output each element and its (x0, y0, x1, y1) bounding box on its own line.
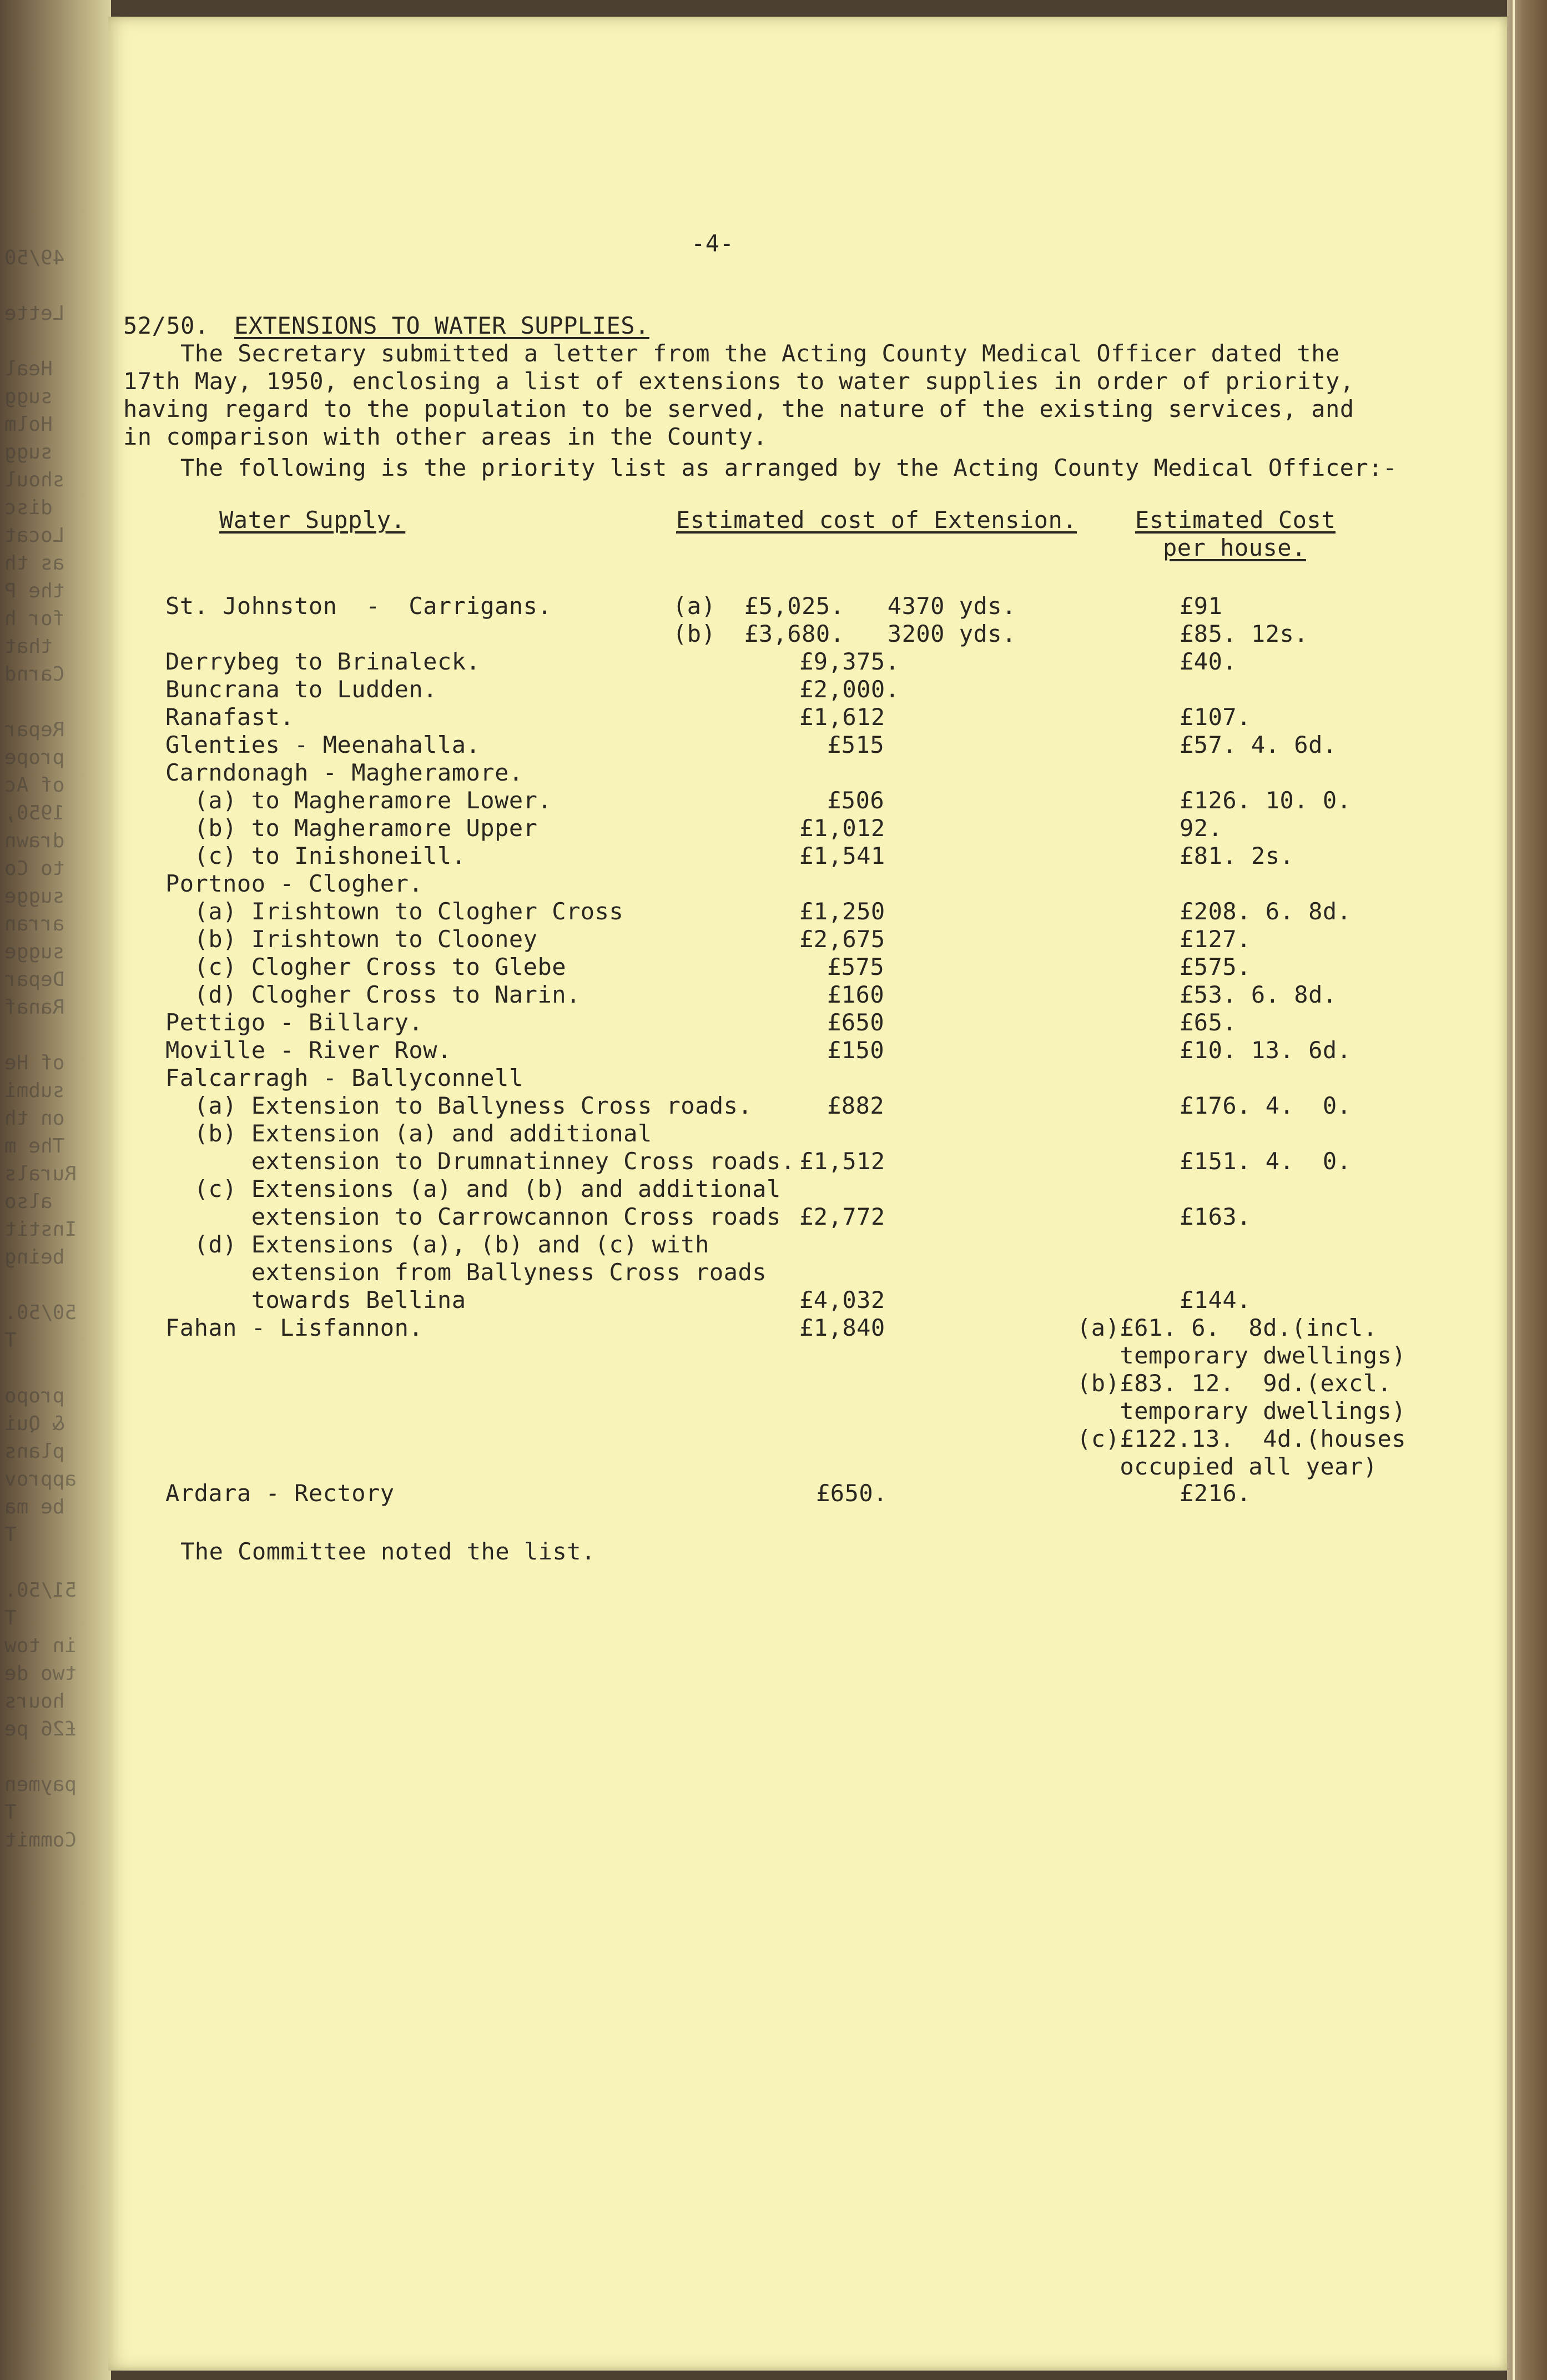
cost-per-house-cell: £10. 13. 6d. (1180, 1036, 1352, 1064)
book-page-edges-right (1507, 0, 1547, 2380)
cost-per-house-cell: (c)£122.13. 4d.(houses (1077, 1425, 1407, 1452)
cost-per-house-cell: £107. (1180, 703, 1251, 731)
bleed-through-line: £26 pe (4, 1718, 77, 1740)
bleed-through-line: & Qui (4, 1412, 65, 1435)
bleed-through-line: Heal (4, 358, 53, 380)
bleed-through-line: T (4, 1801, 17, 1824)
bleed-through-line: approv (4, 1468, 77, 1491)
cost-per-house-cell: £85. 12s. (1180, 620, 1309, 647)
cost-per-house-cell: £151. 4. 0. (1180, 1148, 1352, 1175)
water-supply-cell: (d) Extensions (a), (b) and (c) with (165, 1231, 709, 1258)
bleed-through-line: T (4, 1607, 17, 1629)
water-supply-cell: (a) Extension to Ballyness Cross roads. (165, 1092, 753, 1119)
estimated-cost-cell: £2,772 (799, 1203, 885, 1230)
estimated-cost-cell: £882 (827, 1092, 885, 1119)
bleed-through-line: be ma (4, 1496, 65, 1518)
estimated-cost-cell: £506 (827, 787, 885, 814)
column-header-water-supply: Water Supply. (219, 506, 406, 534)
estimated-cost-cell: (b) £3,680. 3200 yds. (673, 620, 1016, 647)
water-supply-cell: Falcarragh - Ballyconnell (165, 1064, 523, 1091)
estimated-cost-cell: £515 (827, 731, 885, 758)
bleed-through-line: 51/50. (4, 1579, 77, 1602)
bleed-through-line: Holm (4, 413, 53, 436)
water-supply-cell: Carndonagh - Magheramore. (165, 759, 523, 786)
bleed-through-line: also (4, 1190, 53, 1213)
water-supply-cell: extension to Drumnatinney Cross roads. (165, 1148, 795, 1175)
bleed-through-line: that (4, 635, 53, 658)
estimated-cost-cell: £1,840 (799, 1314, 885, 1341)
estimated-cost-cell: £650. (816, 1480, 888, 1507)
estimated-cost-cell: £1,541 (799, 842, 885, 869)
paragraph-line: having regard to the population to be served, the nature of the existing services, and (123, 395, 1354, 422)
water-supply-cell: (b) to Magheramore Upper (165, 814, 538, 842)
cost-per-house-cell: (a)£61. 6. 8d.(incl. (1077, 1314, 1378, 1341)
bleed-through-line: the P (4, 580, 65, 602)
cost-per-house-cell: temporary dwellings) (1077, 1397, 1407, 1425)
cost-per-house-cell: £53. 6. 8d. (1180, 981, 1337, 1008)
column-header-cost-per-house: Estimated Cost (1135, 506, 1336, 534)
cost-per-house-cell: £208. 6. 8d. (1180, 898, 1352, 925)
bleed-through-line: plans (4, 1440, 65, 1463)
estimated-cost-cell: £1,012 (799, 814, 885, 842)
bleed-through-line: The m (4, 1135, 65, 1158)
bleed-through-line: 49/50 (4, 246, 65, 269)
water-supply-cell: (d) Clogher Cross to Narin. (165, 981, 581, 1008)
cost-per-house-cell: £163. (1180, 1203, 1251, 1230)
bleed-through-line: Depar (4, 968, 65, 991)
bleed-through-line: sugg (4, 441, 53, 464)
water-supply-cell: Moville - River Row. (165, 1036, 452, 1064)
bleed-through-line: Ranaf (4, 996, 65, 1019)
water-supply-cell: towards Bellina (165, 1286, 466, 1314)
paragraph-line: The following is the priority list as arranged by the Acting County Medical Officer:- (180, 454, 1397, 481)
page-number: -4- (691, 230, 734, 257)
cost-per-house-cell: £216. (1180, 1480, 1251, 1507)
bleed-through-line (0, 1355, 111, 1382)
paragraph-line: in comparison with other areas in the County. (123, 423, 768, 450)
cost-per-house-cell: £176. 4. 0. (1180, 1092, 1352, 1119)
bleed-through-line: Commit (4, 1829, 77, 1851)
water-supply-cell: Ardara - Rectory (165, 1480, 395, 1507)
water-supply-cell: Fahan - Lisfannon. (165, 1314, 424, 1341)
estimated-cost-cell: £1,250 (799, 898, 885, 925)
bleed-through-line: Carnd (4, 663, 65, 686)
bleed-through-line: Repar (4, 718, 65, 741)
bleed-through-line: drawn (4, 829, 65, 852)
water-supply-cell: (b) Extension (a) and additional (165, 1120, 652, 1147)
water-supply-cell: (a) to Magheramore Lower. (165, 787, 552, 814)
bleed-through-line: Instit (4, 1218, 77, 1241)
cost-per-house-cell: 92. (1180, 814, 1223, 842)
water-supply-cell: (b) Irishtown to Clooney (165, 925, 538, 953)
bleed-through-text (0, 244, 111, 1854)
bleed-through-line: propo (4, 1385, 65, 1407)
bleed-through-line: in tow (4, 1634, 77, 1657)
water-supply-cell: Glenties - Meenahalla. (165, 731, 481, 758)
minute-title: EXTENSIONS TO WATER SUPPLIES. (234, 312, 649, 339)
bleed-through-line: of He (4, 1051, 65, 1074)
cost-per-house-cell: £40. (1180, 648, 1237, 675)
cost-per-house-cell: £57. 4. 6d. (1180, 731, 1337, 758)
bleed-through-line (0, 1022, 111, 1049)
estimated-cost-cell: £4,032 (799, 1286, 885, 1314)
paragraph-line: 17th May, 1950, enclosing a list of extensions to water supplies in order of priority, (123, 368, 1354, 395)
water-supply-cell: Portnoo - Clogher. (165, 870, 424, 897)
paragraph-line: The Secretary submitted a letter from the Acting County Medical Officer dated the (180, 340, 1340, 367)
minute-number: 52/50. (123, 312, 209, 339)
bleed-through-line: 1950, (4, 802, 65, 824)
bleed-through-line: Lette (4, 302, 65, 325)
water-supply-cell: (a) Irishtown to Clogher Cross (165, 898, 624, 925)
bleed-through-line: as th (4, 552, 65, 575)
water-supply-cell: Pettigo - Billary. (165, 1009, 424, 1036)
bleed-through-line: disc (4, 496, 53, 519)
bleed-through-line: prope (4, 746, 65, 769)
closing-note: The Committee noted the list. (180, 1538, 596, 1565)
estimated-cost-cell: £150 (827, 1036, 885, 1064)
water-supply-cell: Buncrana to Ludden. (165, 676, 437, 703)
estimated-cost-cell: £1,612 (799, 703, 885, 731)
bleed-through-line: sugge (4, 940, 65, 963)
bleed-through-line: Locat (4, 524, 65, 547)
bleed-through-line (0, 1743, 111, 1771)
bleed-through-line: sugge (4, 885, 65, 908)
water-supply-cell: Ranafast. (165, 703, 295, 731)
estimated-cost-cell: £160 (827, 981, 885, 1008)
bleed-through-line (0, 272, 111, 300)
water-supply-cell: extension from Ballyness Cross roads (165, 1259, 767, 1286)
bleed-through-line: arran (4, 913, 65, 935)
water-supply-cell: (c) to Inishoneill. (165, 842, 466, 869)
bleed-through-line: 50/50. (4, 1301, 77, 1324)
column-header-estimated-cost: Estimated cost of Extension. (676, 506, 1077, 534)
water-supply-cell: (c) Clogher Cross to Glebe (165, 953, 567, 980)
bleed-through-line: sugg (4, 385, 53, 408)
bleed-through-line: being (4, 1246, 65, 1269)
cost-per-house-cell: (b)£83. 12. 9d.(excl. (1077, 1370, 1392, 1397)
cost-per-house-cell: £575. (1180, 953, 1251, 980)
cost-per-house-cell: £91 (1180, 592, 1223, 620)
bleed-through-line: T (4, 1523, 17, 1546)
bleed-through-line: hours (4, 1690, 65, 1713)
bleed-through-line (0, 1271, 111, 1299)
water-supply-cell: St. Johnston - Carrigans. (165, 592, 552, 620)
cost-per-house-cell: occupied all year) (1077, 1453, 1378, 1480)
bleed-through-line: paymen (4, 1773, 77, 1796)
bleed-through-line: Rurals (4, 1163, 77, 1185)
water-supply-cell: (c) Extensions (a) and (b) and additional (165, 1175, 781, 1202)
estimated-cost-cell: £650 (827, 1009, 885, 1036)
water-supply-cell: extension to Carrowcannon Cross roads (165, 1203, 781, 1230)
cost-per-house-cell: £81. 2s. (1180, 842, 1294, 869)
cost-per-house-cell: £144. (1180, 1286, 1251, 1314)
bleed-through-line (0, 688, 111, 716)
column-header-cost-per-house-2: per house. (1163, 534, 1306, 561)
water-supply-cell: Derrybeg to Brinaleck. (165, 648, 481, 675)
cost-per-house-cell: £65. (1180, 1009, 1237, 1036)
estimated-cost-cell: £2,675 (799, 925, 885, 953)
cost-per-house-cell: £127. (1180, 925, 1251, 953)
bleed-through-line: of Ac (4, 774, 65, 797)
bleed-through-line (0, 328, 111, 355)
estimated-cost-cell: £2,000. (799, 676, 900, 703)
cost-per-house-cell: £126. 10. 0. (1180, 787, 1352, 814)
cost-per-house-cell: temporary dwellings) (1077, 1342, 1407, 1369)
bleed-through-line: on th (4, 1107, 65, 1130)
bleed-through-line: to Co (4, 857, 65, 880)
bleed-through-line: submi (4, 1079, 65, 1102)
estimated-cost-cell: (a) £5,025. 4370 yds. (673, 592, 1016, 620)
bleed-through-line (0, 1549, 111, 1577)
estimated-cost-cell: £9,375. (799, 648, 900, 675)
bleed-through-line: T (4, 1329, 17, 1352)
estimated-cost-cell: £1,512 (799, 1148, 885, 1175)
estimated-cost-cell: £575 (827, 953, 885, 980)
bleed-through-line: two de (4, 1662, 77, 1685)
bleed-through-line: shoul (4, 469, 65, 491)
bleed-through-line: for h (4, 607, 65, 630)
